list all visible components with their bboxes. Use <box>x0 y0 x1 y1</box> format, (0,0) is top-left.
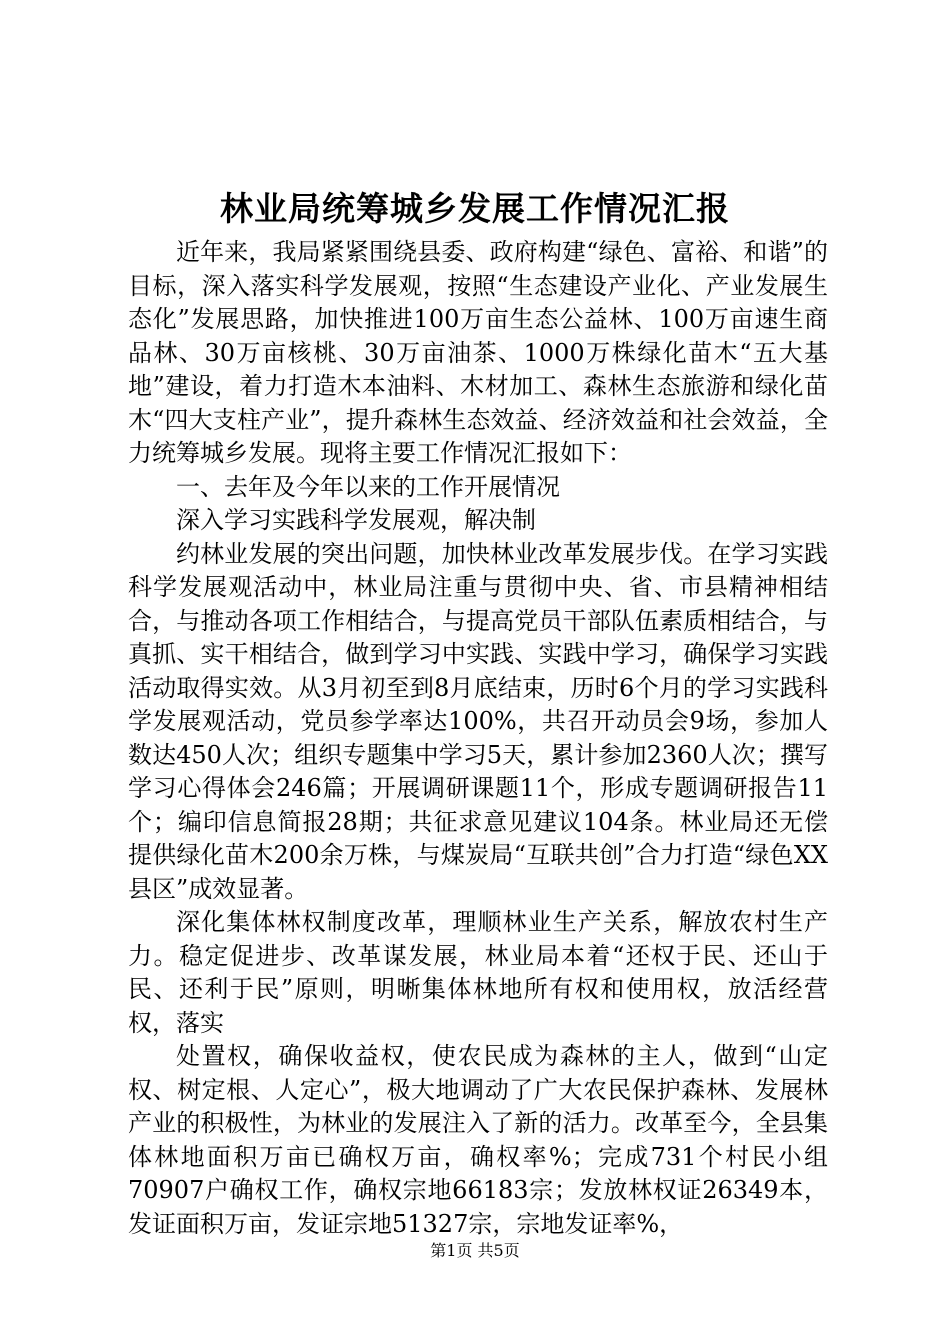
paragraph-subheading: 深入学习实践科学发展观，解决制 <box>176 506 536 534</box>
document-body <box>128 236 828 1241</box>
document-title: 林业局统筹城乡发展工作情况汇报 <box>220 189 730 228</box>
paragraph-property-rights: 处置权，确保收益权，使农民成为森林的主人，做到“山定权、树定根、人定心”，极大地调动了广大农民保护森林、发展林产业的积极性，为林业的发展注入了新的活力。改革至今，全县集体林地面积万亩已确权万亩，确权率%；完成731个村民小组70907户确权工作，确权宗地66183宗；发放林权证26349本，发证面积万亩，发证宗地51327宗，宗地发证率%， <box>128 1042 828 1238</box>
section-heading: 一、去年及今年以来的工作开展情况 <box>176 472 560 501</box>
paragraph-study-practice: 约林业发展的突出问题，加快林业改革发展步伐。在学习实践科学发展观活动中，林业局注重与贯彻中央、省、市县精神相结合，与推动各项工作相结合，与提高党员干部队伍素质相结合，与真抓、实干相结合，做到学习中实践、实践中学习，确保学习实践活动取得实效。从3月初至到8月底结束，历时6个月的学习实践科学发展观活动，党员参学率达100%，共召开动员会9场，参加人数达450人次；组织专题集中学习5天，累计参加2360人次；撰写学习心得体会246篇；开展调研课题11个，形成专题调研报告11个；编印信息简报28期；共征求意见建议104条。林业局还无偿提供绿化苗木200余万株，与煤炭局“互联共创”合力打造“绿色XX县区”成效显著。 <box>128 539 828 903</box>
page-number: 第1页 共5页 <box>430 1241 520 1260</box>
paragraph-intro: 近年来，我局紧紧围绕县委、政府构建“绿色、富裕、和谐”的目标，深入落实科学发展观，按照“生态建设产业化、产业发展生态化”发展思路，加快推进100万亩生态公益林、100万亩速生商品林、30万亩核桃、30万亩油茶、1000万株绿化苗木“五大基地”建设，着力打造木本油料、木材加工、森林生态旅游和绿化苗木“四大支柱产业”，提升森林生态效益、经济效益和社会效益，全力统筹城乡发展。现将主要工作情况汇报如下： <box>128 238 828 467</box>
paragraph-forest-reform: 深化集体林权制度改革，理顺林业生产关系，解放农村生产力。稳定促进步、改革谋发展，林业局本着“还权于民、还山于民、还利于民”原则，明晰集体林地所有权和使用权，放活经营权，落实 <box>128 908 828 1037</box>
